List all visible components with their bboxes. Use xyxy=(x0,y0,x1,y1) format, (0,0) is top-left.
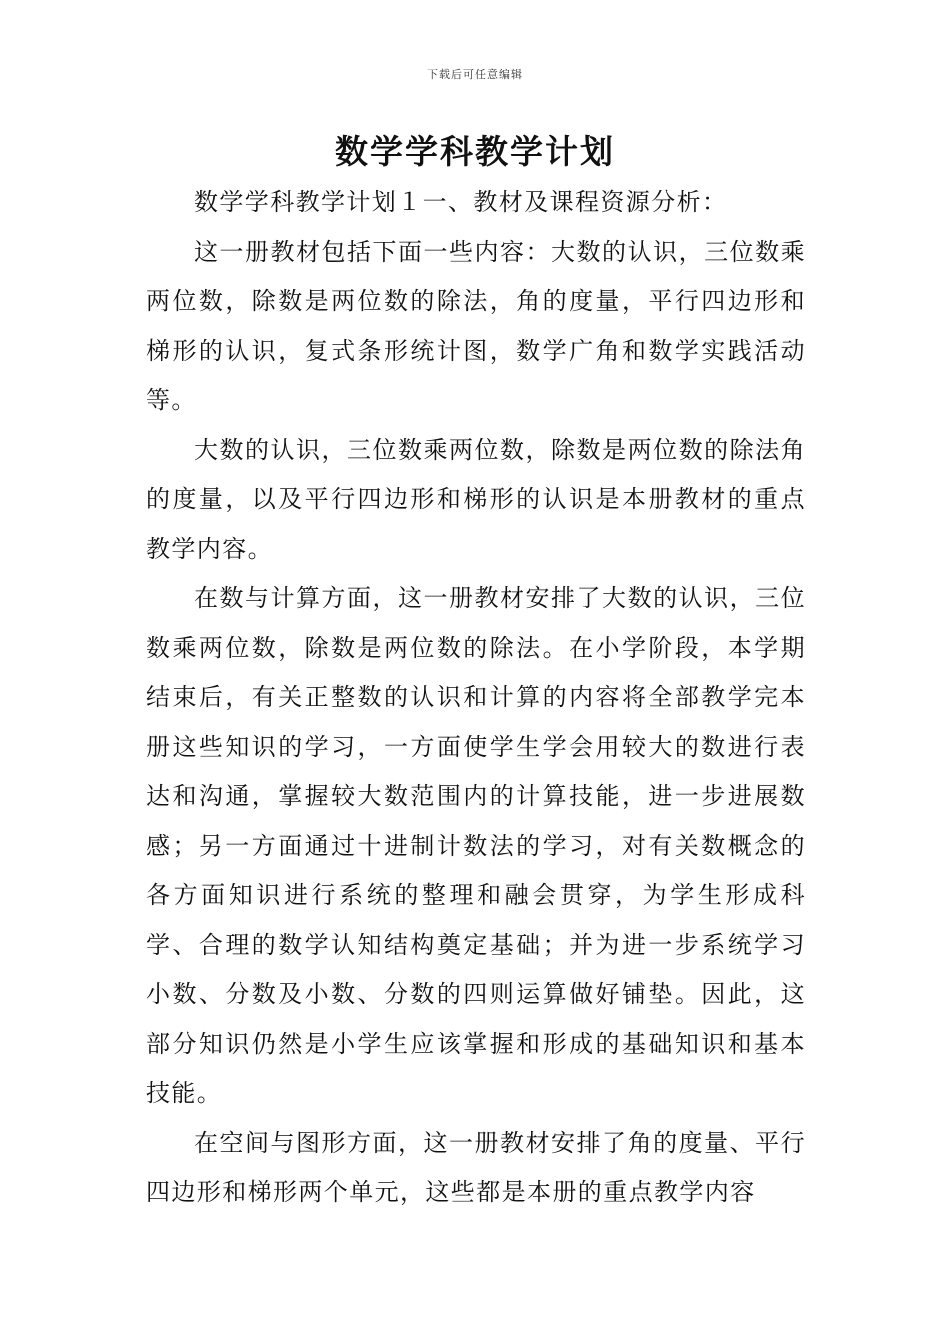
header-note: 下载后可任意编辑 xyxy=(427,68,523,81)
document-body xyxy=(146,178,806,1218)
document-title: 数学学科教学计划 xyxy=(335,132,615,171)
paragraph-key-content: 大数的认识，三位数乘两位数，除数是两位数的除法角的度量，以及平行四边形和梯形的认识是本册教材的重点教学内容。 xyxy=(146,435,806,563)
paragraph-contents: 这一册教材包括下面一些内容：大数的认识，三位数乘两位数，除数是两位数的除法，角的度量，平行四边形和梯形的认识，复式条形统计图，数学广角和数学实践活动等。 xyxy=(146,237,806,414)
paragraph-number-calculation: 在数与计算方面，这一册教材安排了大数的认识，三位数乘两位数，除数是两位数的除法。在小学阶段，本学期结束后，有关正整数的认识和计算的内容将全部教学完本册这些知识的学习，一方面使学生学会用较大的数进行表达和沟通，掌握较大数范围内的计算技能，进一步进展数感；另一方面通过十进制计数法的学习，对有关数概念的各方面知识进行系统的整理和融会贯穿，为学生形成科学、合理的数学认知结构奠定基础；并为进一步系统学习小数、分数及小数、分数的四则运算做好铺垫。因此，这部分知识仍然是小学生应该掌握和形成的基础知识和基本技能。 xyxy=(146,584,806,1107)
paragraph-space-geometry: 在空间与图形方面，这一册教材安排了角的度量、平行四边形和梯形两个单元，这些都是本册的重点教学内容 xyxy=(146,1128,806,1206)
paragraph-intro: 数学学科教学计划１一、教材及课程资源分析： xyxy=(194,188,728,216)
